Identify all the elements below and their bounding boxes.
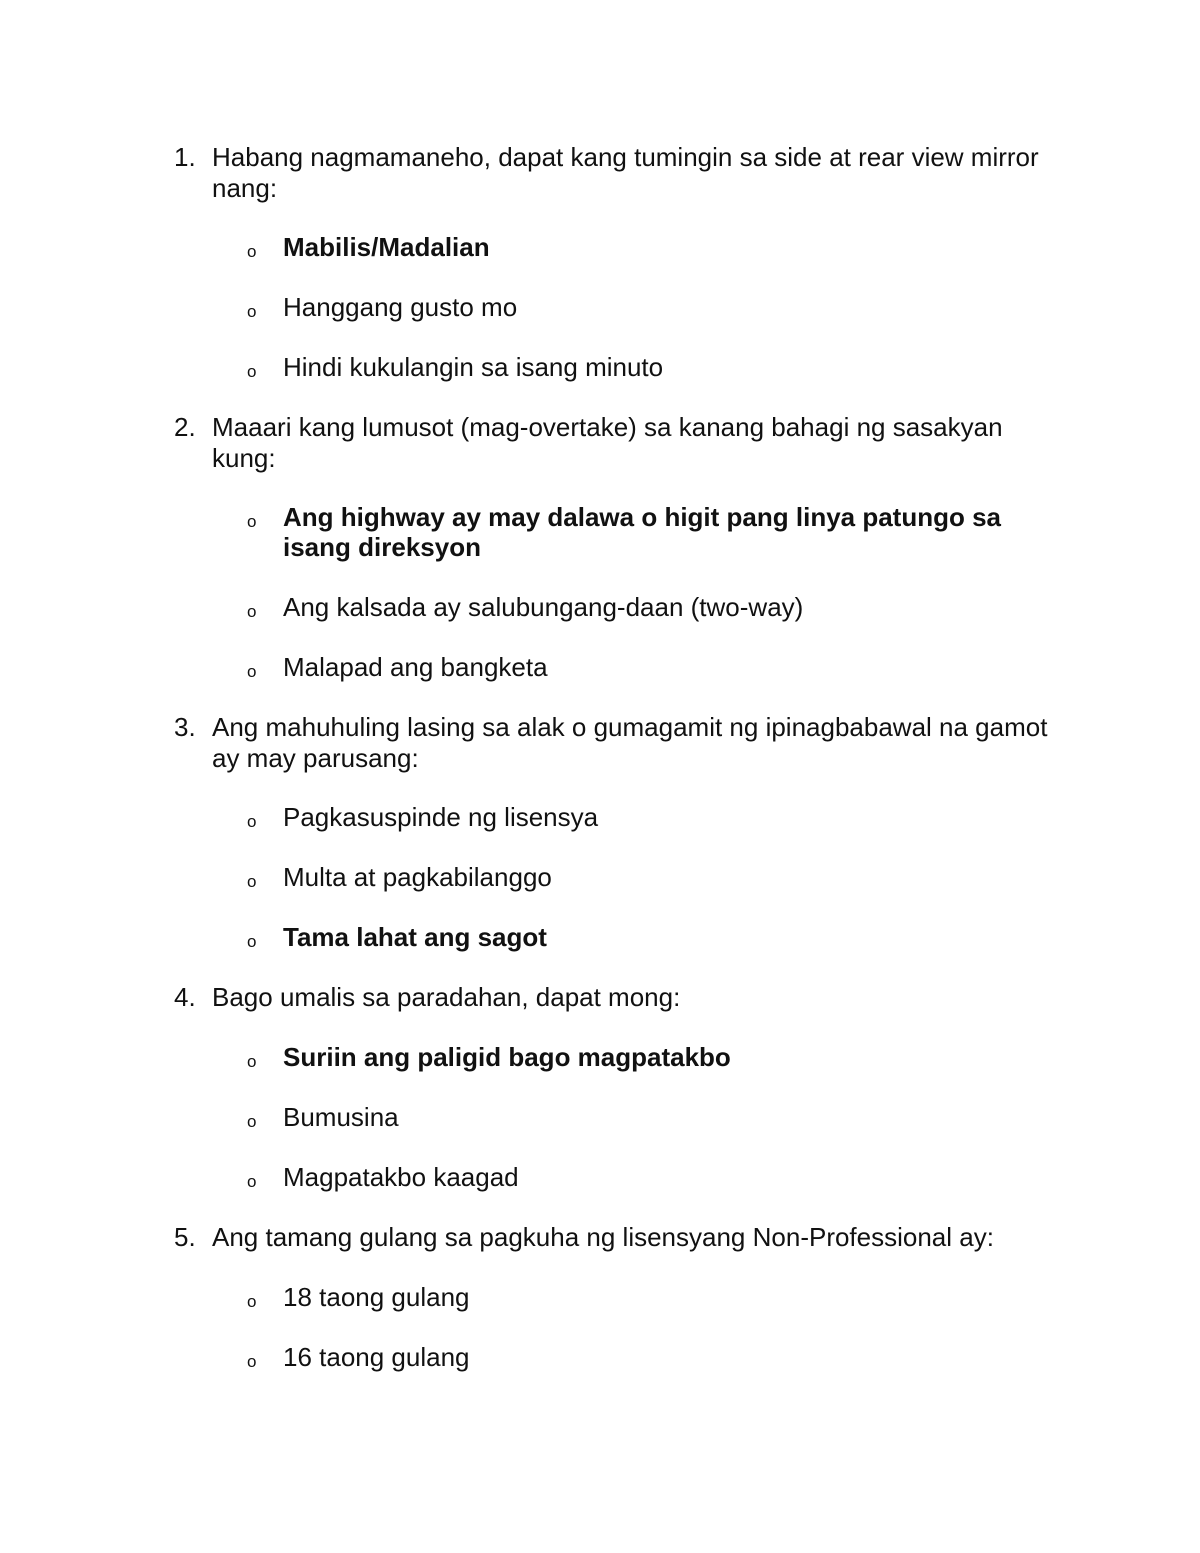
bullet-icon: o [247,512,257,531]
question-number: 1. [174,142,196,172]
bullet-icon: o [247,1112,257,1131]
question-text: Ang tamang gulang sa pagkuha ng lisensyang Non-Professional ay: [212,1222,994,1252]
option-text: Pagkasuspinde ng lisensya [283,802,599,832]
question-text: Bago umalis sa paradahan, dapat mong: [212,982,681,1012]
bullet-icon: o [247,872,257,891]
option-text: Malapad ang bangketa [283,652,548,682]
option-text-correct: Tama lahat ang sagot [283,922,547,952]
option-text-correct: Suriin ang paligid bago magpatakbo [283,1042,731,1072]
option-text: 18 taong gulang [283,1282,470,1312]
bullet-icon: o [247,812,257,831]
option-text: Magpatakbo kaagad [283,1162,519,1192]
bullet-icon: o [247,602,257,621]
question-number: 3. [174,712,196,742]
option-text: Bumusina [283,1102,399,1132]
option-text: Hindi kukulangin sa isang minuto [283,352,664,382]
bullet-icon: o [247,1052,257,1071]
option-text: 16 taong gulang [283,1342,470,1372]
bullet-icon: o [247,1292,257,1311]
question-text: Maaari kang lumusot (mag-overtake) sa kanang bahagi ng sasakyan kung: [212,412,1003,473]
question-number: 4. [174,982,196,1012]
bullet-icon: o [247,242,257,261]
bullet-icon: o [247,1352,257,1371]
question-number: 5. [174,1222,196,1252]
question-text: Habang nagmamaneho, dapat kang tumingin sa side at rear view mirror nang: [212,142,1039,203]
bullet-icon: o [247,662,257,681]
bullet-icon: o [247,932,257,951]
option-text-correct: Mabilis/Madalian [283,232,490,262]
question-text: Ang mahuhuling lasing sa alak o gumagamit ng ipinagbabawal na gamot ay may parusang: [212,712,1048,773]
option-text: Multa at pagkabilanggo [283,862,552,892]
option-text: Ang kalsada ay salubungang-daan (two-way) [283,592,804,622]
option-text: Hanggang gusto mo [283,292,518,322]
bullet-icon: o [247,362,257,381]
bullet-icon: o [247,302,257,321]
question-number: 2. [174,412,196,442]
bullet-icon: o [247,1172,257,1191]
option-text-correct: Ang highway ay may dalawa o higit pang linya patungo sa isang direksyon [283,502,1002,562]
